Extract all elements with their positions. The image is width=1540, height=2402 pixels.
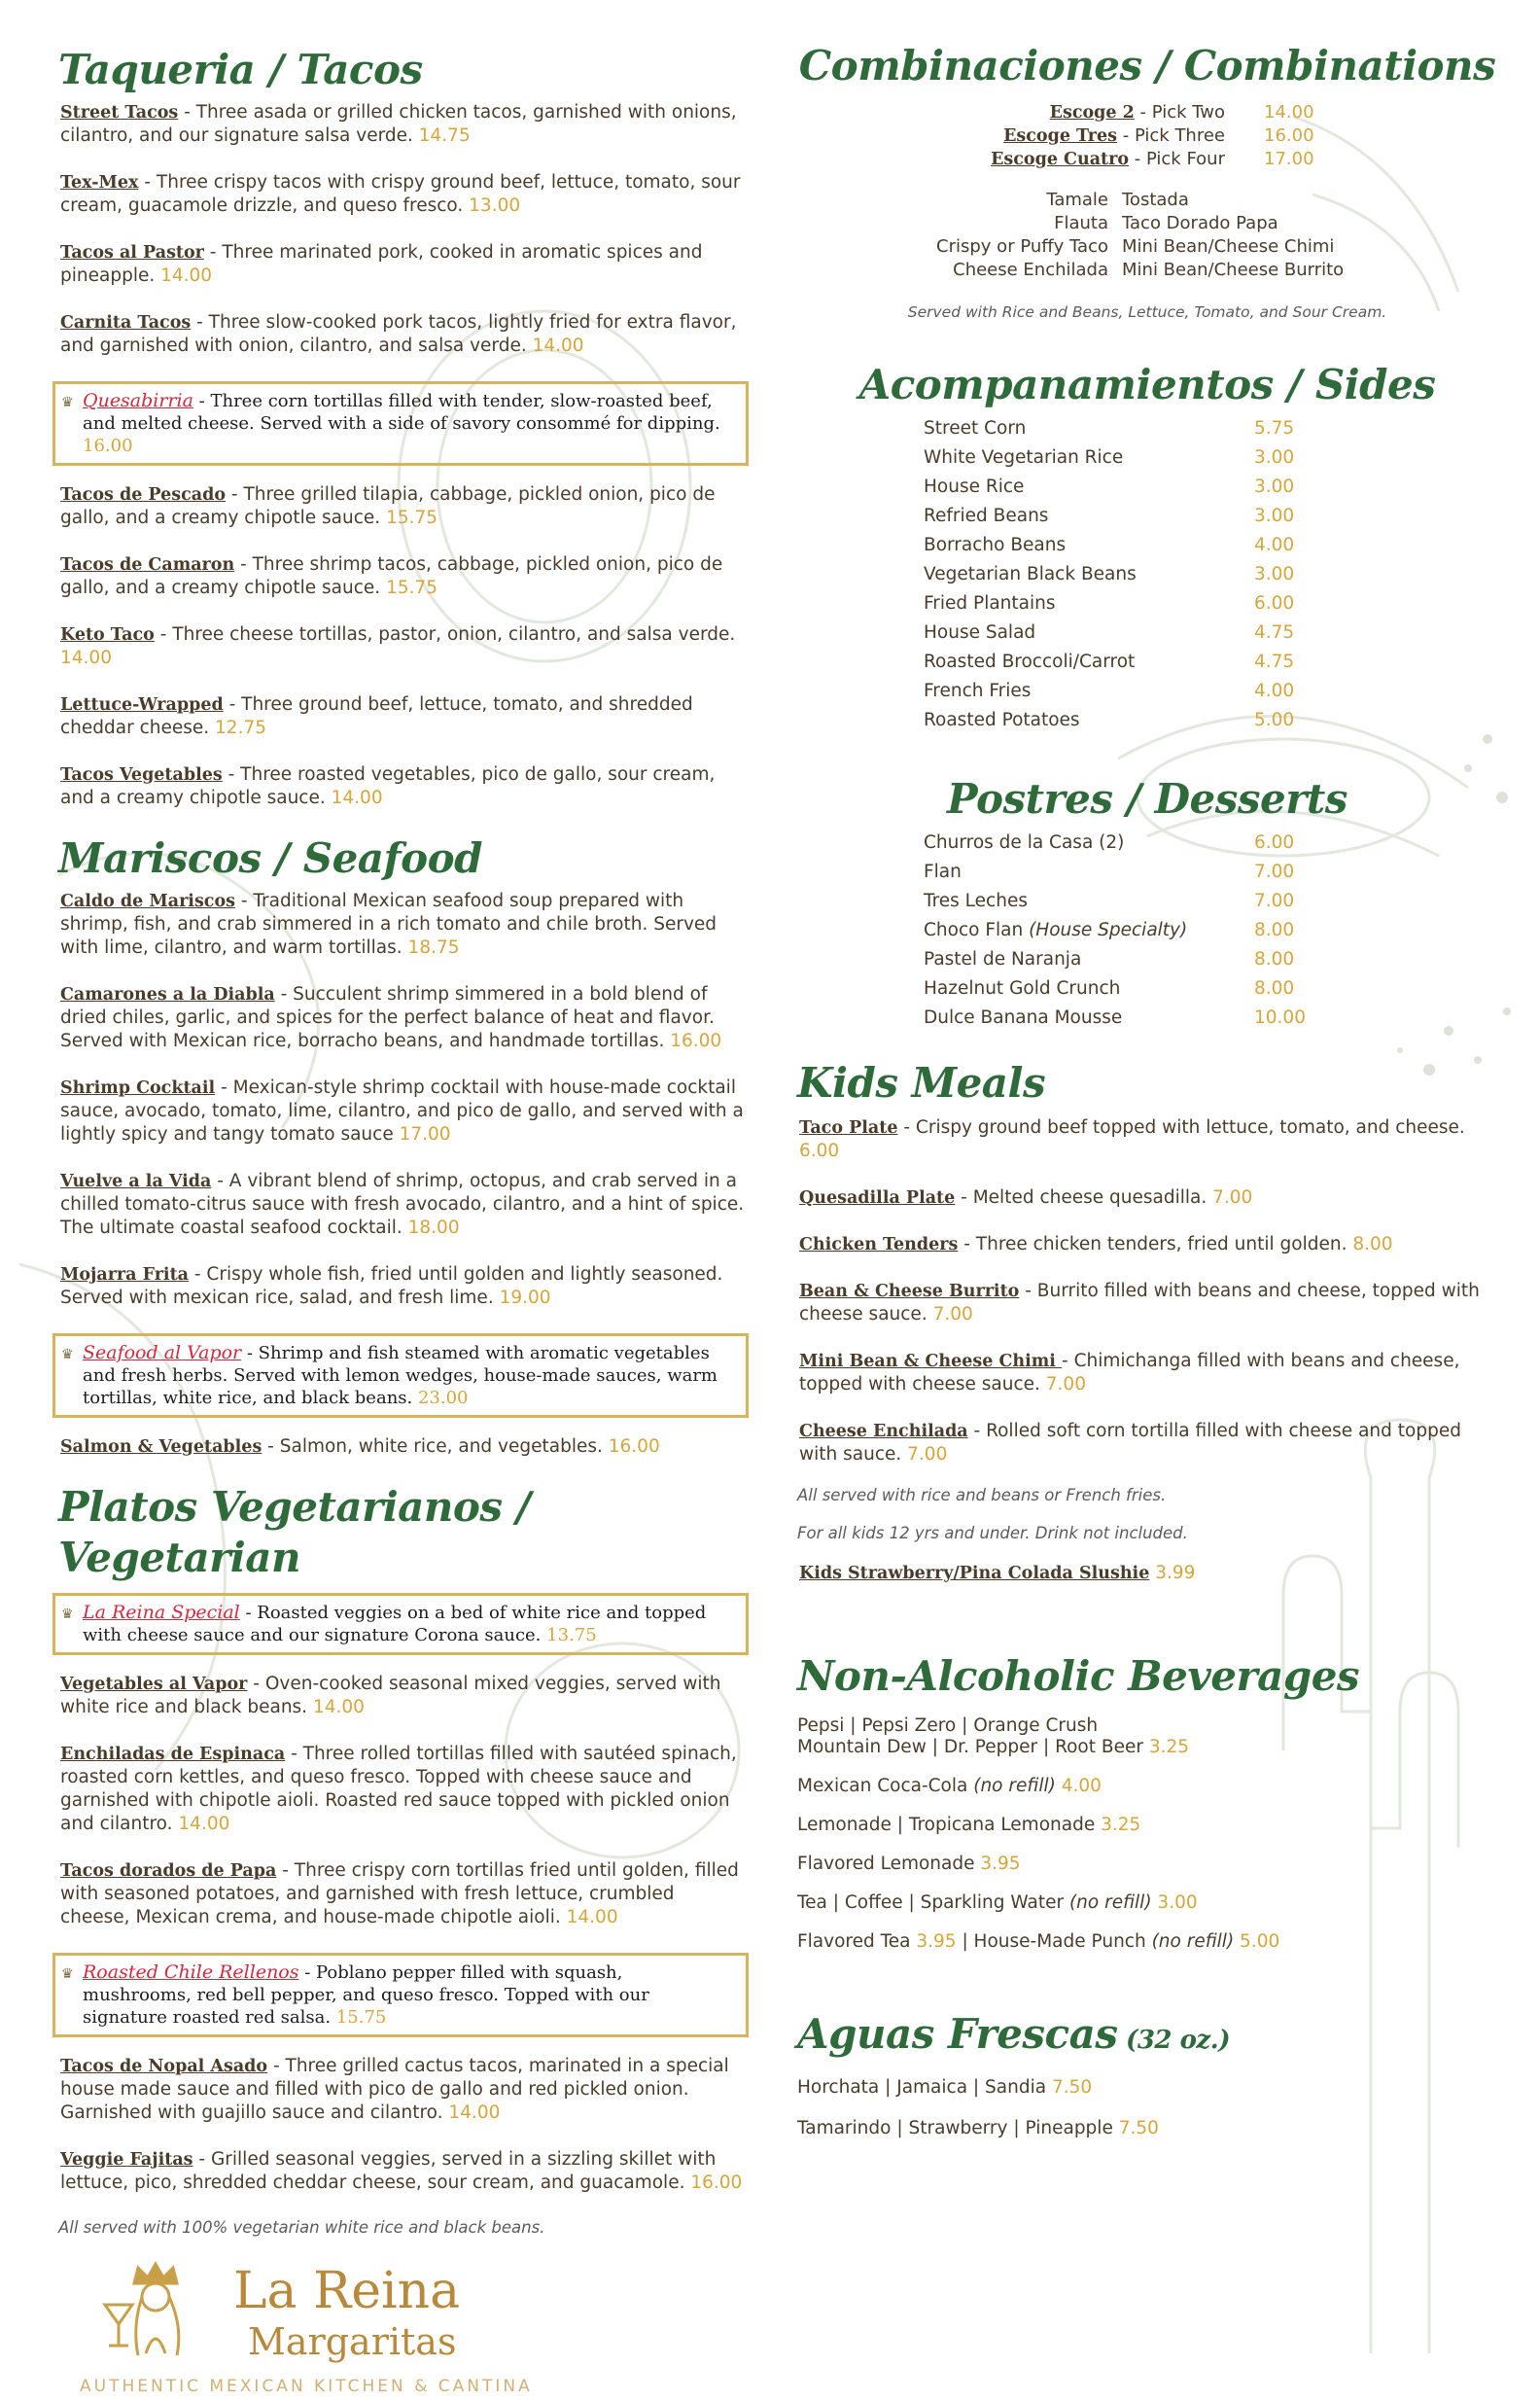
combo-option-name: Escoge 2 [1049,103,1135,123]
menu-item-name: Shrimp Cocktail [60,1078,216,1098]
menu-item-price: 18.00 [407,1218,460,1238]
menu-item-price: 16.00 [83,436,133,456]
crown-icon: ♛ [61,1966,74,1982]
desserts-row [924,974,1390,1004]
seafood-title: Mariscos / Seafood [58,834,482,882]
featured-menu-item [52,1593,749,1655]
menu-item-desc: - Three slow-cooked pork tacos, lightly fried for extra flavor, and garnished with onion, cilantro, and salsa verde. [60,312,737,356]
menu-item-desc: - Three chicken tenders, fried until golden. [958,1234,1353,1254]
menu-item [60,2148,749,2195]
combo-note: Served with Rice and Beans, Lettuce, Tomato, and Sour Cream. [907,303,1387,321]
sides-row [924,618,1390,648]
menu-item-name: Quesabirria [83,390,193,411]
sides-name-text: Refried Beans [924,506,1049,526]
logo-name-line2: Margaritas [248,2320,457,2363]
menu-item-name: Mojarra Frita [60,1265,189,1285]
menu-item-name: La Reina Special [83,1602,240,1623]
sides-row [924,443,1390,473]
kids-note-2: For all kids 12 yrs and under. Drink not included. [797,1524,1188,1542]
menu-item-desc: - Three cheese tortillas, pastor, onion, cilantro, and salsa verde. [154,624,736,645]
sides-price: 3.00 [1254,447,1295,468]
aguas-size: (32 oz.) [1117,2026,1231,2055]
desserts-row [924,858,1390,887]
aguas-line-1 [797,2077,1497,2099]
menu-item-desc: - Roasted veggies on a bed of white rice and topped with cheese sauce and our signature Corona sauce. [83,1603,707,1645]
sides-name [924,648,1254,677]
desserts-name [924,887,1254,916]
menu-item-desc: - Three ground beef, lettuce, tomato, and shredded cheddar cheese. [60,694,693,738]
menu-item-desc: - Rolled soft corn tortilla filled with cheese and topped with sauce. [799,1421,1461,1465]
combo-option-price: 16.00 [1264,125,1314,146]
menu-item-price: 14.00 [532,336,584,356]
desserts-name-text: Flan [924,862,962,882]
menu-item-desc: - Three crispy corn tortillas fried until golden, filled with seasoned potatoes, and garnished with fresh lettuce, crumbled cheese, Mexican crema, and house-made chipotle aioli. [60,1860,739,1927]
sides-row [924,560,1390,589]
desserts-name-text: Dulce Banana Mousse [924,1007,1123,1028]
menu-item-name: Tacos Vegetables [60,765,223,785]
desserts-price: 8.00 [1254,978,1295,999]
combo-option-label [982,101,1264,124]
desserts-name [924,974,1254,1004]
queen-logo-icon [97,2256,214,2373]
menu-item [60,983,749,1053]
menu-item-name: Tacos de Pescado [60,485,227,505]
menu-item-price: 12.75 [215,718,266,738]
vegetarian-list [58,1593,749,2195]
crown-icon: ♛ [61,1347,74,1362]
sides-price: 4.75 [1254,652,1295,672]
sides-price: 5.75 [1254,418,1295,439]
menu-item-price: 14.75 [418,125,471,146]
menu-item-price: 18.75 [407,937,460,958]
aguas-line-1-price: 7.50 [1051,2077,1093,2098]
desserts-price: 7.00 [1254,862,1295,882]
menu-item-price: 15.75 [335,2007,387,2028]
sides-row [924,473,1390,502]
sides-name-text: Roasted Potatoes [924,710,1080,730]
menu-item-desc: - Three marinated pork, cooked in aromatic spices and pineapple. [60,242,703,286]
coca-cola-price: 4.00 [1061,1776,1102,1796]
menu-item-desc: - Three crispy tacos with crispy ground beef, lettuce, tomato, sour cream, guacamole drizzle, and queso fresco. [60,172,741,216]
flavored-lemonade-price: 3.95 [980,1854,1021,1874]
combo-option [982,101,1497,124]
coca-cola-note: (no refill) [973,1776,1056,1796]
beverage-flavored-lemonade [797,1854,1497,1875]
desserts-price: 8.00 [1254,949,1295,970]
menu-item [60,1743,749,1836]
sodas-price: 3.25 [1148,1737,1190,1757]
sodas-line-1: Pepsi | Pepsi Zero | Orange Crush [797,1715,1099,1736]
menu-item [60,1263,749,1310]
menu-item [60,553,749,600]
sides-name-text: Street Corn [924,418,1027,439]
sides-row [924,414,1390,443]
tacos-title: Taqueria / Tacos [58,46,423,93]
aguas-line-2-names: Tamarindo | Strawberry | Pineapple [797,2118,1119,2138]
combo-option [982,148,1497,171]
menu-item-desc: - Grilled seasonal veggies, served in a sizzling skillet with lettuce, pico, shredded cheddar cheese, sour cream, and guacamole. [60,2149,717,2193]
combo-option-label [982,124,1264,148]
sides-name [924,443,1254,473]
menu-item-name: Tacos de Camaron [60,555,235,575]
menu-item-price: 13.75 [546,1625,597,1645]
menu-item-name: Mini Bean & Cheese Chimi [799,1352,1063,1371]
seafood-list [58,890,749,1459]
sides-name-text: Borracho Beans [924,535,1067,555]
menu-item-name: Chicken Tenders [799,1235,959,1254]
menu-item-name: Tex-Mex [60,173,139,193]
desserts-row [924,916,1390,945]
combo-choice: Cheese Enchilada [953,260,1108,280]
desserts-name-text: Tres Leches [924,891,1028,911]
menu-item [60,1673,749,1719]
menu-item [60,171,749,218]
menu-item-name: Camarones a la Diabla [60,985,275,1005]
desserts-row [924,829,1390,858]
desserts-table [924,829,1390,1033]
aguas-line-1-names: Horchata | Jamaica | Sandia [797,2077,1052,2098]
sides-row [924,502,1390,531]
logo-tagline: AUTHENTIC MEXICAN KITCHEN & CANTINA [80,2377,533,2396]
menu-item-price: 16.00 [670,1031,722,1051]
menu-item [60,1435,749,1459]
desserts-price: 10.00 [1254,1007,1306,1028]
menu-item-price: 7.00 [932,1304,973,1325]
desserts-title: Postres / Desserts [947,775,1348,823]
menu-item-name: Street Tacos [60,103,179,123]
punch-price: 5.00 [1240,1931,1280,1952]
menu-item [60,763,749,810]
aguas-title [797,2009,1497,2066]
combo-option [982,124,1497,148]
menu-item-name: Salmon & Vegetables [60,1437,262,1457]
menu-item-price: 23.00 [417,1388,469,1408]
menu-item-name: Cheese Enchilada [799,1422,968,1441]
beverage-lemonade [797,1815,1497,1836]
menu-item [799,1420,1497,1466]
sides-name [924,618,1254,648]
sides-row [924,677,1390,706]
menu-item-desc: - Three grilled cactus tacos, marinated in a special house made sauce and filled with pico de gallo and red pickled onion. Garnished with guajillo sauce and cilantro. [60,2056,729,2123]
sides-name [924,677,1254,706]
lemonade-name: Lemonade | Tropicana Lemonade [797,1815,1102,1835]
aguas-list [797,2077,1497,2139]
menu-item-name: Seafood al Vapor [83,1342,242,1363]
desserts-name-text: Choco Flan [924,920,1030,940]
combo-option-label [982,148,1264,171]
featured-menu-item [52,1333,749,1418]
menu-item-price: 14.00 [331,788,383,808]
coca-cola-name: Mexican Coca-Cola [797,1776,974,1796]
combo-option-name: Escoge Cuatro [991,150,1130,169]
beverages-title: Non-Alcoholic Beverages [797,1652,1360,1700]
desserts-price: 7.00 [1254,891,1295,911]
menu-item [799,1116,1497,1163]
beverage-tea-coffee [797,1892,1497,1914]
sides-name [924,502,1254,531]
sides-name [924,589,1254,618]
featured-menu-item [52,1953,749,2037]
flavored-tea-name: Flavored Tea [797,1931,917,1952]
menu-item-desc: - Crispy ground beef topped with lettuce, tomato, and cheese. [897,1117,1465,1138]
combo-option-price: 14.00 [1264,102,1314,123]
menu-item-name: Taco Plate [799,1118,898,1138]
aguas-title-text: Aguas Frescas [797,2010,1118,2058]
sides-price: 5.00 [1254,710,1295,730]
menu-item-name: Lettuce-Wrapped [60,695,224,715]
menu-item-desc: - A vibrant blend of shrimp, octopus, and crab served in a chilled tomato-citrus sauce with fresh avocado, cilantro, and a hint of spice. The ultimate coastal seafood cocktail. [60,1171,745,1238]
menu-item-price: 7.00 [1212,1187,1253,1208]
menu-item-desc: - Three rolled tortillas filled with sautéed spinach, roasted corn kettles, and queso fresco. Topped with cheese sauce and garnished with chipotle aioli. Roasted red sauce topped with pickled onion and cilantro. [60,1744,737,1834]
combo-option-desc: - Pick Four [1129,149,1225,169]
combo-choices [797,189,1497,282]
menu-item [60,1859,749,1929]
menu-item [60,241,749,288]
combos-title: Combinaciones / Combinations [798,42,1496,89]
kids-list [797,1116,1497,1466]
desserts-name-note: (House Specialty) [1029,920,1188,940]
flavored-lemonade-name: Flavored Lemonade [797,1854,981,1874]
tacos-list [58,101,749,810]
menu-item-price: 15.75 [386,578,438,598]
menu-item-price: 16.00 [690,2172,743,2193]
sodas-line-2: Mountain Dew | Dr. Pepper | Root Beer [797,1737,1149,1757]
menu-item [60,311,749,358]
menu-item-price: 7.00 [907,1444,948,1465]
menu-item-name: Enchiladas de Espinaca [60,1745,286,1764]
left-column [58,0,749,2402]
crown-icon: ♛ [61,1607,74,1622]
sides-name [924,473,1254,502]
menu-item [799,1350,1497,1396]
menu-item-price: 14.00 [160,265,213,286]
menu-item-price: 14.00 [312,1697,365,1717]
sides-name [924,531,1254,560]
menu-item [60,1077,749,1147]
menu-item-desc: - Traditional Mexican seafood soup prepared with shrimp, fish, and crab simmered in a rich tomato and chile broth. Served with lime, cilantro, and warm tortillas. [60,891,718,958]
menu-item-desc: - Crispy whole fish, fried until golden and lightly seasoned. Served with mexican rice, salad, and fresh lime. [60,1264,723,1308]
beverage-sodas [797,1715,1497,1758]
sides-price: 4.00 [1254,535,1295,555]
sides-name-text: House Salad [924,622,1036,643]
menu-item-desc: - Salmon, white rice, and vegetables. [262,1436,609,1457]
sides-name-text: White Vegetarian Rice [924,447,1124,468]
sides-price: 3.00 [1254,506,1295,526]
desserts-row [924,1004,1390,1033]
menu-item [60,2055,749,2125]
combo-options [982,101,1497,171]
sides-name [924,560,1254,589]
menu-item-price: 16.00 [608,1436,660,1457]
combo-choice: Crispy or Puffy Taco [936,236,1108,257]
combo-option-desc: - Pick Two [1134,102,1225,123]
combo-option-name: Escoge Tres [1003,126,1117,146]
menu-item-desc: - Melted cheese quesadilla. [955,1187,1213,1208]
desserts-name [924,916,1254,945]
desserts-row [924,945,1390,974]
beverages-list [797,1715,1497,1953]
desserts-row [924,887,1390,916]
beverage-coca-cola [797,1776,1497,1797]
menu-item-desc: - Shrimp and fish steamed with aromatic vegetables and fresh herbs. Served with lemon wedges, house-made sauces, warm tortillas, white rice, and black beans. [83,1343,718,1408]
menu-item-name: Vuelve a la Vida [60,1172,212,1191]
desserts-name-text: Churros de la Casa (2) [924,832,1125,853]
menu-item-name: Quesadilla Plate [799,1188,956,1208]
menu-item-desc: - Chimichanga filled with beans and cheese, topped with cheese sauce. [799,1351,1460,1395]
menu-item [799,1186,1497,1210]
menu-item-name: Tacos dorados de Papa [60,1861,277,1881]
sides-price: 3.00 [1254,564,1295,584]
menu-item-desc: - Three asada or grilled chicken tacos, garnished with onions, cilantro, and our signature salsa verde. [60,102,737,146]
desserts-name [924,945,1254,974]
combo-choice: Tostada [1122,190,1189,210]
sides-name-text: Fried Plantains [924,593,1056,614]
menu-item [799,1233,1497,1256]
menu-item-desc: - Three grilled tilapia, cabbage, pickled onion, pico de gallo, and a creamy chipotle sauce. [60,484,716,528]
menu-item [60,890,749,960]
flavored-tea-price: 3.95 [916,1931,957,1952]
vegetarian-note: All served with 100% vegetarian white rice and black beans. [58,2218,545,2237]
sides-row [924,648,1390,677]
menu-item-name: Keto Taco [60,625,155,645]
kids-slushie-price: 3.99 [1155,1563,1196,1583]
menu-item-name: Tacos de Nopal Asado [60,2057,268,2076]
menu-item-price: 14.00 [566,1907,618,1927]
menu-item-name: Carnita Tacos [60,313,192,333]
menu-item-price: 19.00 [499,1288,551,1308]
sides-price: 3.00 [1254,477,1295,497]
sides-name-text: French Fries [924,681,1032,701]
sides-price: 4.75 [1254,622,1295,643]
tea-coffee-name: Tea | Coffee | Sparkling Water [797,1892,1069,1913]
menu-item-name: Veggie Fajitas [60,2150,193,2170]
logo-name-line1: La Reina [233,2262,461,2320]
menu-item-desc: - Oven-cooked seasonal mixed veggies, served with white rice and black beans. [60,1674,721,1717]
menu-item-desc: - Succulent shrimp simmered in a bold blend of dried chiles, garlic, and spices for the perfect balance of heat and flavor. Served with Mexican rice, borracho beans, and handmade tortillas. [60,984,715,1051]
kids-slushie-name: Kids Strawberry/Pina Colada Slushie [799,1564,1150,1583]
menu-item [60,1170,749,1240]
combo-choice: Mini Bean/Cheese Chimi [1122,236,1335,257]
combo-option-desc: - Pick Three [1117,125,1225,146]
sides-row [924,589,1390,618]
menu-item [60,623,749,670]
menu-item-price: 15.75 [386,508,438,528]
menu-item-desc: - Poblano pepper filled with squash, mushrooms, red bell pepper, and queso fresco. Topped with our signature roasted red salsa. [83,1962,649,2028]
aguas-line-2-price: 7.50 [1118,2118,1159,2138]
featured-menu-item [52,381,749,466]
beverage-flavored-tea [797,1931,1497,1953]
sides-name-text: House Rice [924,477,1025,497]
sides-name-text: Roasted Broccoli/Carrot [924,652,1136,672]
kids-slushie [799,1562,1497,1585]
combo-option-price: 17.00 [1264,149,1314,169]
sides-price: 6.00 [1254,593,1295,614]
desserts-price: 6.00 [1254,832,1295,853]
sides-row [924,531,1390,560]
desserts-price: 8.00 [1254,920,1295,940]
right-column [797,0,1497,2157]
vegetarian-title: Platos Vegetarianos / Vegetarian [58,1483,531,1581]
crown-icon: ♛ [61,395,74,410]
lemonade-price: 3.25 [1101,1815,1141,1835]
tea-coffee-note: (no refill) [1068,1892,1152,1913]
menu-item-name: Caldo de Mariscos [60,892,235,911]
menu-item-desc: - Mexican-style shrimp cocktail with house-made cocktail sauce, avocado, tomato, lime, cilantro, and pico de gallo, and served with a lightly spicy and tangy tomato sauce [60,1077,744,1145]
combo-choice: Flauta [1054,213,1108,233]
menu-item-price: 6.00 [799,1141,840,1161]
combo-choice: Tamale [1046,190,1108,210]
kids-note-1: All served with rice and beans or French fries. [797,1486,1167,1504]
desserts-name [924,858,1254,887]
desserts-name [924,829,1254,858]
desserts-name-text: Hazelnut Gold Crunch [924,978,1121,999]
menu-item-name: Tacos al Pastor [60,243,204,263]
aguas-line-2 [797,2118,1497,2139]
menu-item-name: Vegetables al Vapor [60,1675,248,1694]
menu-item-price: 17.00 [399,1124,451,1145]
menu-item-name: Roasted Chile Rellenos [83,1961,299,1983]
menu-item [799,1280,1497,1326]
sides-table [924,414,1390,735]
menu-item-price: 8.00 [1352,1234,1393,1254]
menu-item [60,693,749,740]
menu-item-price: 7.00 [1045,1374,1086,1395]
sides-name [924,414,1254,443]
menu-item-name: Bean & Cheese Burrito [799,1282,1020,1301]
menu-item-price: 14.00 [60,648,112,668]
sides-title: Acompanamientos / Sides [858,361,1436,408]
menu-item [60,483,749,530]
tea-coffee-price: 3.00 [1157,1892,1198,1913]
sides-name [924,706,1254,735]
menu-item-desc: - Three roasted vegetables, pico de gallo, sour cream, and a creamy chipotle sauce. [60,764,716,808]
combo-choice: Taco Dorado Papa [1122,213,1278,233]
menu-item-desc: - Burrito filled with beans and cheese, topped with cheese sauce. [799,1281,1480,1325]
sides-row [924,706,1390,735]
menu-item [60,101,749,148]
sides-name-text: Vegetarian Black Beans [924,564,1137,584]
kids-title: Kids Meals [797,1059,1046,1107]
menu-item-price: 14.00 [448,2102,501,2123]
punch-note: (no refill) [1151,1931,1235,1952]
menu-item-price: 13.00 [469,195,521,216]
desserts-name [924,1004,1254,1033]
menu-item-price: 14.00 [178,1814,230,1834]
combo-choice: Mini Bean/Cheese Burrito [1122,260,1345,280]
punch-name: | House-Made Punch [956,1931,1152,1952]
sides-price: 4.00 [1254,681,1295,701]
menu-item-desc: - Three corn tortillas filled with tender, slow-roasted beef, and melted cheese. Served with a side of savory consommé for dipping. [83,391,720,434]
desserts-name-text: Pastel de Naranja [924,949,1082,970]
menu-item-desc: - Three shrimp tacos, cabbage, pickled onion, pico de gallo, and a creamy chipotle sauce. [60,554,723,598]
